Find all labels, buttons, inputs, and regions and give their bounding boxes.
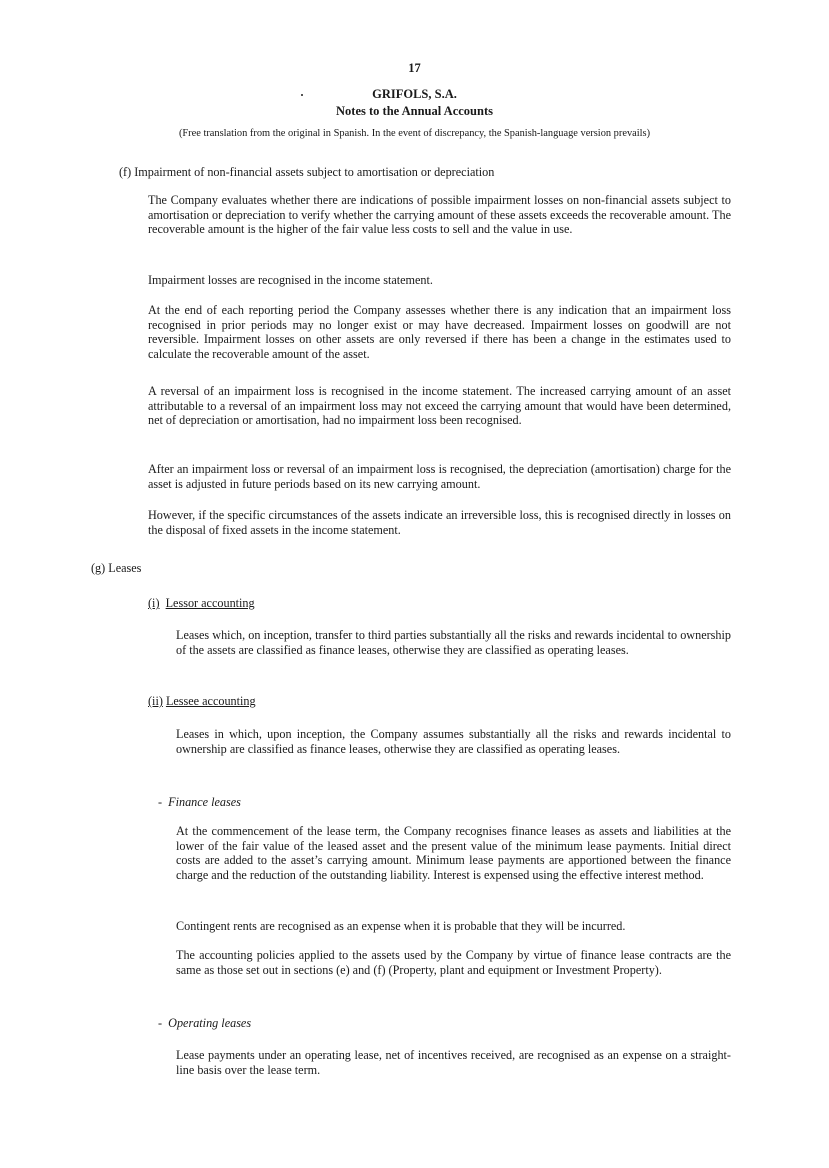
company-name: GRIFOLS, S.A.	[372, 87, 457, 101]
section-g-heading: (g) Leases	[91, 561, 142, 575]
finance-paragraph-2: Contingent rents are recognised as an expense when it is probable that they will be incurred.	[176, 919, 626, 933]
operating-leases-subheading	[158, 1016, 251, 1031]
translation-note: (Free translation from the original in Spanish. In the event of discrepancy, the Spanish-language version prevails)	[178, 128, 651, 139]
lessee-number: (ii)	[148, 694, 163, 708]
lessee-title: Lessee accounting	[165, 694, 256, 708]
section-f-paragraph-1: The Company evaluates whether there are indications of possible impairment losses on non-financial assets subject to amortisation or depreciation to verify whether the carrying amount of these assets exceeds the recoverable amount. The recoverable amount is the higher of the fair value less costs to sell and the value in use.	[148, 193, 731, 237]
finance-paragraph-1: At the commencement of the lease term, the Company recognises finance leases as assets and liabilities at the lower of the fair value of the leased asset and the present value of the minimum lease payments. Initial direct costs are added to the asset’s carrying amount. Minimum lease payments are apportioned between the finance charge and the reduction of the outstanding liability. Interest is expensed using the effective interest method.	[176, 824, 731, 882]
operating-bullet: -	[158, 1016, 163, 1030]
lessor-title: Lessor accounting	[165, 596, 255, 610]
section-f-paragraph-6: However, if the specific circumstances of the assets indicate an irreversible loss, this is recognised directly in losses on the disposal of fixed assets in the income statement.	[148, 508, 731, 537]
section-f-paragraph-4: A reversal of an impairment loss is recognised in the income statement. The increased carrying amount of an asset attributable to a reversal of an impairment loss may not exceed the carrying amount that would have been determined, net of depreciation or amortisation, had no impairment loss been recognised.	[148, 384, 731, 428]
lessor-number: (i)	[148, 596, 160, 610]
section-f-paragraph-2: Impairment losses are recognised in the income statement.	[148, 273, 433, 287]
lessor-paragraph: Leases which, on inception, transfer to third parties substantially all the risks and rewards incidental to ownership of the assets are classified as finance leases, otherwise they are classified as operating leases.	[176, 628, 731, 657]
finance-leases-subheading	[158, 795, 241, 810]
lessee-paragraph: Leases in which, upon inception, the Company assumes substantially all the risks and rewards incidental to ownership are classified as finance leases, otherwise they are classified as operating leases.	[176, 727, 731, 756]
operating-title: Operating leases	[168, 1016, 252, 1030]
section-f-paragraph-5: After an impairment loss or reversal of an impairment loss is recognised, the depreciation (amortisation) charge for the asset is adjusted in future periods based on its new carrying amount.	[148, 462, 731, 491]
section-f-paragraph-3: At the end of each reporting period the Company assesses whether there is any indication that an impairment loss recognised in prior periods may no longer exist or may have decreased. Impairment losses on goodwill are not reversible. Impairment losses on other assets are only reversed if there has been a change in the estimates used to calculate the recoverable amount of the asset.	[148, 303, 731, 361]
finance-bullet: -	[158, 795, 163, 809]
lessee-subheading	[148, 694, 256, 709]
finance-title: Finance leases	[168, 795, 241, 809]
lessor-subheading	[148, 596, 255, 611]
document-subtitle: Notes to the Annual Accounts	[336, 104, 493, 118]
operating-paragraph: Lease payments under an operating lease, net of incentives received, are recognised as an expense on a straight-line basis over the lease term.	[176, 1048, 731, 1077]
section-f-heading: (f) Impairment of non-financial assets subject to amortisation or depreciation	[119, 165, 495, 179]
stray-dot	[301, 94, 303, 96]
finance-paragraph-3: The accounting policies applied to the assets used by the Company by virtue of finance lease contracts are the same as those set out in sections (e) and (f) (Property, plant and equipment or Investment Property).	[176, 948, 731, 977]
page-number: 17	[408, 61, 421, 75]
